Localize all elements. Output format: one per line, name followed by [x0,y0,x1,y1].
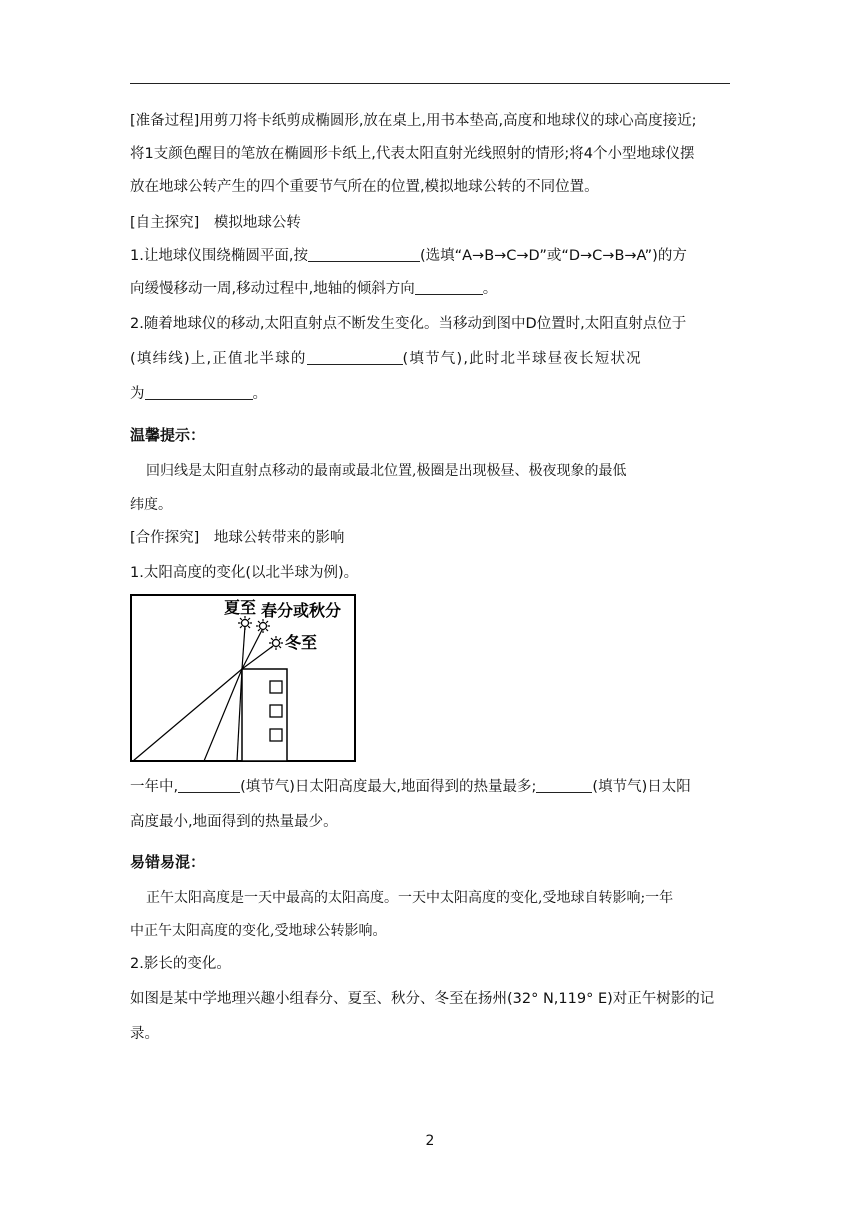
self-explore-q1-line-1 [130,245,730,267]
equinox-label: 春分或秋分 [261,601,342,620]
q1-direction-blank[interactable] [308,246,420,262]
prep-line-3: 放在地球公转产生的四个重要节气所在的位置,模拟地球公转的不同位置。 [130,179,599,195]
page-number: 2 [425,1133,435,1149]
q1-text-b: (选填“A→B→C→D”或“D→C→B→A”)的方 [419,248,687,264]
q2-text-c: 为 [130,386,145,402]
sun-equinox-icon [256,619,270,633]
self-explore-q1-line-2 [130,278,730,300]
shadow-line-1: 如图是某中学地理兴趣小组春分、夏至、秋分、冬至在扬州(32° N,119° E)对正午树影的记 [130,991,715,1007]
answer-text-c: (填节气)日太阳 [592,779,691,795]
self-explore-q2-line-2 [130,348,730,370]
sun-winter-icon [269,636,283,650]
q2-daynight-blank[interactable] [145,384,253,400]
q1-text-d: 。 [482,281,498,297]
coop-q1: 1.太阳高度的变化(以北半球为例)。 [130,565,359,581]
building-window-2 [270,705,282,717]
coop-heading: [合作探究] 地球公转带来的影响 [130,530,345,546]
q2-text-d: 。 [252,386,267,402]
shadow-line-2: 录。 [130,1026,159,1042]
summer-label: 夏至 [224,598,257,617]
header-rule [130,83,730,84]
q2-text-b: (填节气),此时北半球昼夜长短状况 [402,351,642,367]
self-explore-q2-line-3 [130,383,730,405]
self-explore-q2-line-1: 2.随着地球仪的移动,太阳直射点不断发生变化。当移动到图中D位置时,太阳直射点位于 [130,316,687,332]
coop-answer-line-2: 高度最小,地面得到的热量最少。 [130,814,338,830]
q1-text-c: 向缓慢移动一周,移动过程中,地轴的倾斜方向 [130,281,415,297]
tip-title: 温馨提示： [130,426,206,444]
prep-line-2: 将1支颜色醒目的笔放在椭圆形卡纸上,代表太阳直射光线照射的情形;将4个小型地球仪摆 [130,146,695,162]
self-explore-heading: [自主探究] 模拟地球公转 [130,215,301,231]
confuse-title: 易错易混： [130,853,206,871]
q2-text-a: (填纬线)上,正值北半球的 [130,351,307,367]
winter-label: 冬至 [285,633,318,652]
prep-line-1: [准备过程]用剪刀将卡纸剪成椭圆形,放在桌上,用书本垫高,高度和地球仪的球心高度接近; [130,113,697,129]
min-altitude-blank[interactable] [536,777,592,793]
sun-summer-icon [238,616,252,630]
coop-answer-line-1 [130,776,730,798]
q1-text-a: 1.让地球仪围绕椭圆平面,按 [130,248,308,264]
q1-tilt-blank[interactable] [415,279,483,295]
answer-text-b: (填节气)日太阳高度最大,地面得到的热量最多; [240,779,537,795]
sun-altitude-diagram [130,594,356,762]
shadow-q2: 2.影长的变化。 [130,956,231,972]
building-window-3 [270,729,282,741]
confuse-line-1: 正午太阳高度是一天中最高的太阳高度。一天中太阳高度的变化,受地球自转影响;一年 [146,890,674,906]
max-altitude-blank[interactable] [178,777,240,793]
building-window-1 [270,681,282,693]
answer-text-a: 一年中, [130,779,179,795]
q2-solar-term-blank[interactable] [307,349,403,365]
tip-line-1: 回归线是太阳直射点移动的最南或最北位置,极圈是出现极昼、极夜现象的最低 [146,463,627,479]
tip-line-2: 纬度。 [130,497,172,513]
confuse-line-2: 中正午太阳高度的变化,受地球公转影响。 [130,923,387,939]
